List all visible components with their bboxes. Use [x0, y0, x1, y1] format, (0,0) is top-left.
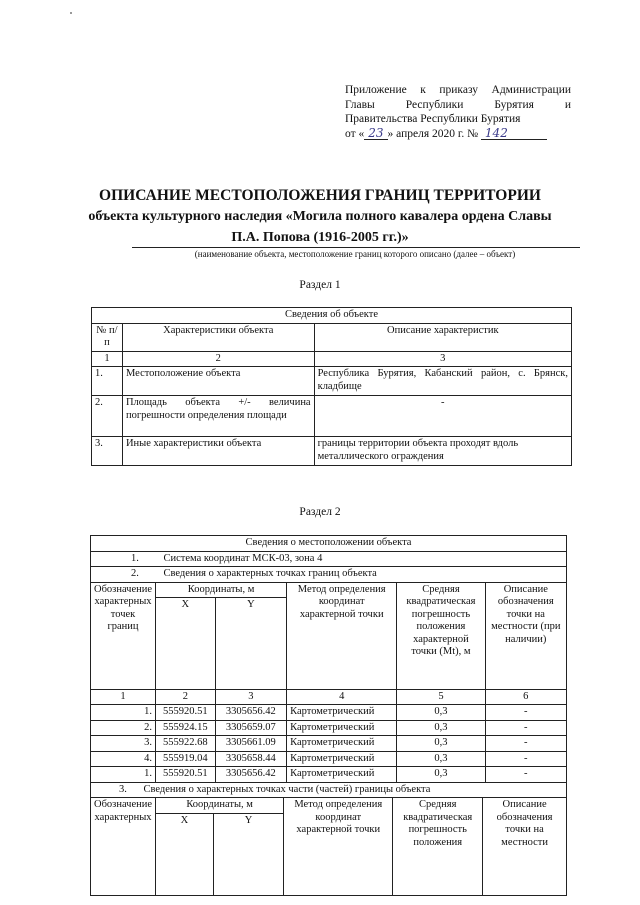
col-header-designation: Обозначение характерных: [91, 798, 156, 896]
list-item: [91, 551, 567, 567]
appendix-line-1: Приложение к приказу Администрации: [345, 84, 571, 96]
table-row: [91, 705, 567, 721]
table-row: [91, 767, 567, 783]
row-description: -: [314, 396, 571, 437]
point-method: Картометрический: [287, 720, 397, 736]
index-cell: 2: [156, 689, 216, 705]
index-cell: 1: [91, 689, 156, 705]
col-header-accuracy: Средняя квадратическая погрешность положения характерной точки (Mt), м: [397, 582, 485, 689]
point-x: 555919.04: [156, 751, 216, 767]
table-row: [91, 751, 567, 767]
document-subtitle-1: объекта культурного наследия «Могила полного кавалера ордена Славы: [88, 209, 552, 224]
scan-speck: [70, 12, 72, 14]
col-header-point-description: Описание обозначения точки на местности: [483, 798, 567, 896]
point-method: Картометрический: [287, 767, 397, 783]
item-number: 3.: [119, 783, 127, 795]
col-header-coordinates: Координаты, м: [156, 798, 284, 814]
row-characteristic: Площадь объекта +/- величина погрешности определения площади: [122, 396, 314, 437]
point-number: 1.: [91, 705, 156, 721]
item-text: Сведения о характерных точках части (частей) границы объекта: [143, 783, 431, 795]
table-row: [92, 396, 572, 437]
index-cell: 3: [314, 351, 571, 367]
date-middle: » апреля 2020 г. №: [387, 127, 479, 140]
part-boundary-item: [91, 782, 567, 798]
document-subtitle-2: П.А. Попова (1916-2005 гг.)»: [231, 230, 409, 245]
point-x: 555920.51: [156, 767, 216, 783]
col-header-characteristic: Характеристики объекта: [122, 323, 314, 351]
col-header-method: Метод определения координат характерной точки: [287, 582, 397, 689]
title-underline: [132, 247, 580, 248]
table-header-row: [92, 323, 572, 351]
index-cell: 3: [215, 689, 287, 705]
index-cell: 6: [485, 689, 566, 705]
document-title: ОПИСАНИЕ МЕСТОПОЛОЖЕНИЯ ГРАНИЦ ТЕРРИТОРИИ: [99, 187, 541, 204]
index-cell: 2: [122, 351, 314, 367]
row-description: Республика Бурятия, Кабанский район, с. Брянск, кладбище: [314, 367, 571, 396]
point-number: 3.: [91, 736, 156, 752]
point-y: 3305656.42: [215, 767, 287, 783]
table-title-row: [92, 308, 572, 324]
point-accuracy: 0,3: [397, 720, 485, 736]
point-number: 1.: [91, 767, 156, 783]
point-accuracy: 0,3: [397, 767, 485, 783]
col-header-description: Описание характеристик: [314, 323, 571, 351]
point-y: 3305656.42: [215, 705, 287, 721]
point-x: 555922.68: [156, 736, 216, 752]
row-number: 1.: [92, 367, 123, 396]
section-2-heading: Раздел 2: [299, 506, 341, 518]
list-item: [91, 782, 567, 798]
point-accuracy: 0,3: [397, 736, 485, 752]
index-cell: 4: [287, 689, 397, 705]
point-description: -: [485, 705, 566, 721]
appendix-line-2: Главы Республики Бурятия и: [345, 98, 571, 111]
item-number: 1.: [131, 552, 139, 564]
item-number: 2.: [131, 568, 139, 579]
col-header-y: Y: [215, 598, 287, 690]
table-index-row: [92, 351, 572, 367]
date-day-handwritten: 23: [364, 127, 387, 140]
col-header-designation: Обозначение характерных точек границ: [91, 582, 156, 689]
table-title: Сведения об объекте: [92, 308, 572, 324]
point-description: -: [485, 720, 566, 736]
row-characteristic: Местоположение объекта: [122, 367, 314, 396]
table-row: [92, 437, 572, 466]
appendix-line-3: Правительства Республики Бурятия: [345, 113, 521, 125]
col-header-x: X: [156, 813, 214, 896]
row-number: 2.: [92, 396, 123, 437]
table-header-row: [91, 798, 567, 814]
table-title-row: [91, 536, 567, 552]
point-y: 3305661.09: [215, 736, 287, 752]
col-header-coordinates: Координаты, м: [156, 582, 287, 598]
point-method: Картометрический: [287, 751, 397, 767]
col-header-accuracy: Средняя квадратическая погрешность положения: [393, 798, 483, 896]
list-item: [91, 567, 567, 583]
point-accuracy: 0,3: [397, 705, 485, 721]
point-accuracy: 0,3: [397, 751, 485, 767]
col-header-x: X: [156, 598, 216, 690]
col-header-point-description: Описание обозначения точки на местности (при наличии): [485, 582, 566, 689]
part-boundary-table: [90, 797, 567, 896]
order-number-handwritten: 142: [481, 127, 547, 140]
point-method: Картометрический: [287, 736, 397, 752]
index-cell: 1: [92, 351, 123, 367]
row-description: границы территории объекта проходят вдоль металлического ограждения: [314, 437, 571, 466]
table-row: [91, 736, 567, 752]
appendix-block: [345, 83, 571, 141]
point-description: -: [485, 751, 566, 767]
index-cell: 5: [397, 689, 485, 705]
col-header-number: № п/п: [92, 323, 123, 351]
title-note: (наименование объекта, местоположение границ которого описано (далее – объект): [194, 249, 516, 259]
item-text: Система координат МСК-03, зона 4: [163, 552, 323, 564]
appendix-date-line: [345, 127, 571, 142]
date-prefix: от «: [345, 127, 365, 140]
table-title: Сведения о местоположении объекта: [91, 536, 567, 552]
col-header-y: Y: [213, 813, 283, 896]
point-number: 2.: [91, 720, 156, 736]
point-y: 3305659.07: [215, 720, 287, 736]
boundary-points-item: [91, 567, 567, 583]
point-description: -: [485, 767, 566, 783]
table-row: [91, 720, 567, 736]
table-index-row: [91, 689, 567, 705]
point-x: 555920.51: [156, 705, 216, 721]
row-characteristic: Иные характеристики объекта: [122, 437, 314, 466]
point-y: 3305658.44: [215, 751, 287, 767]
row-number: 3.: [92, 437, 123, 466]
coordinate-system-item: [91, 551, 567, 567]
point-x: 555924.15: [156, 720, 216, 736]
point-number: 4.: [91, 751, 156, 767]
item-text: Сведения о характерных точках границ объекта: [163, 568, 377, 579]
point-method: Картометрический: [287, 705, 397, 721]
section-1-heading: Раздел 1: [299, 279, 341, 291]
table-row: [92, 367, 572, 396]
object-info-table: [91, 307, 572, 466]
point-description: -: [485, 736, 566, 752]
table-header-row: [91, 582, 567, 598]
location-table: [90, 535, 567, 798]
col-header-method: Метод определения координат характерной точки: [284, 798, 393, 896]
